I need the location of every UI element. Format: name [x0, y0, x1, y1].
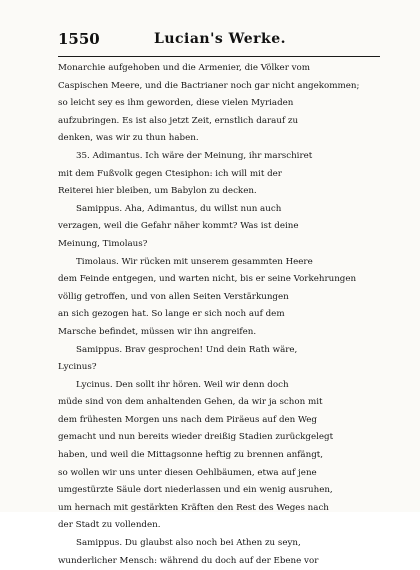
- text-line: an sich gezogen hat. So lange er sich noch auf dem: [58, 309, 285, 320]
- text-line: Samippus. Du glaubst also noch bei Athen zu seyn,: [76, 538, 301, 549]
- text-line: 35. Adimantus. Ich wäre der Meinung, ihr marschiret: [76, 150, 313, 161]
- body-text: [58, 60, 380, 570]
- text-line: Samippus. Aha, Adimantus, du willst nun auch: [76, 203, 282, 214]
- text-line: um hernach mit gestärkten Kräften den Rest des Weges nach: [58, 502, 329, 513]
- text-line: Marsche befindet, müssen wir ihn angreifen.: [58, 326, 257, 337]
- text-line: Samippus. Brav gesprochen! Und dein Rath wäre,: [76, 344, 298, 355]
- text-line: Reiterei hier bleiben, um Babylon zu decken.: [58, 186, 257, 197]
- running-title: Lucian's Werke.: [154, 31, 287, 47]
- page-header: [58, 30, 380, 57]
- text-line: so leicht sey es ihm geworden, diese vielen Myriaden: [58, 98, 294, 109]
- text-line: Caspischen Meere, und die Bactrianer noch gar nicht angekommen;: [58, 80, 360, 91]
- text-line: Lycinus. Den sollt ihr hören. Weil wir denn doch: [76, 379, 289, 390]
- text-line: so wollen wir uns unter diesen Oehlbäumen, etwa auf jene: [58, 467, 317, 478]
- text-line: Timolaus. Wir rücken mit unserem gesammten Heere: [76, 256, 313, 267]
- text-line: Lycinus?: [58, 362, 97, 373]
- text-line: denken, was wir zu thun haben.: [58, 133, 199, 144]
- text-line: aufzubringen. Es ist also jetzt Zeit, ernstlich darauf zu: [58, 115, 299, 126]
- text-line: gemacht und nun bereits wieder dreißig Stadien zurückgelegt: [58, 432, 334, 443]
- text-line: haben, und weil die Mittagsonne heftig zu brennen anfängt,: [58, 450, 324, 461]
- text-line: umgestürzte Säule dort niederlassen und ein wenig ausruhen,: [58, 485, 333, 496]
- text-line: der Stadt zu vollenden.: [58, 520, 161, 531]
- text-line: wunderlicher Mensch: während du doch auf der Ebene vor: [58, 555, 319, 566]
- text-line: völlig getroffen, und von allen Seiten Verstärkungen: [58, 291, 289, 302]
- text-line: Monarchie aufgehoben und die Armenier, die Völker vom: [58, 63, 310, 73]
- text-line: mit dem Fußvolk gegen Ctesiphon: ich will mit der: [58, 168, 282, 179]
- text-line: müde sind von dem anhaltenden Gehen, da wir ja schon mit: [58, 397, 323, 408]
- text-line: dem Feinde entgegen, und warten nicht, bis er seine Vorkehrungen: [58, 274, 357, 285]
- text-line: dem frühesten Morgen uns nach dem Piräeus auf den Weg: [58, 414, 317, 425]
- text-line: verzagen, weil die Gefahr näher kommt? Was ist deine: [58, 221, 299, 232]
- page-number: 1550: [58, 30, 100, 48]
- text-line: Meinung, Timolaus?: [58, 238, 148, 249]
